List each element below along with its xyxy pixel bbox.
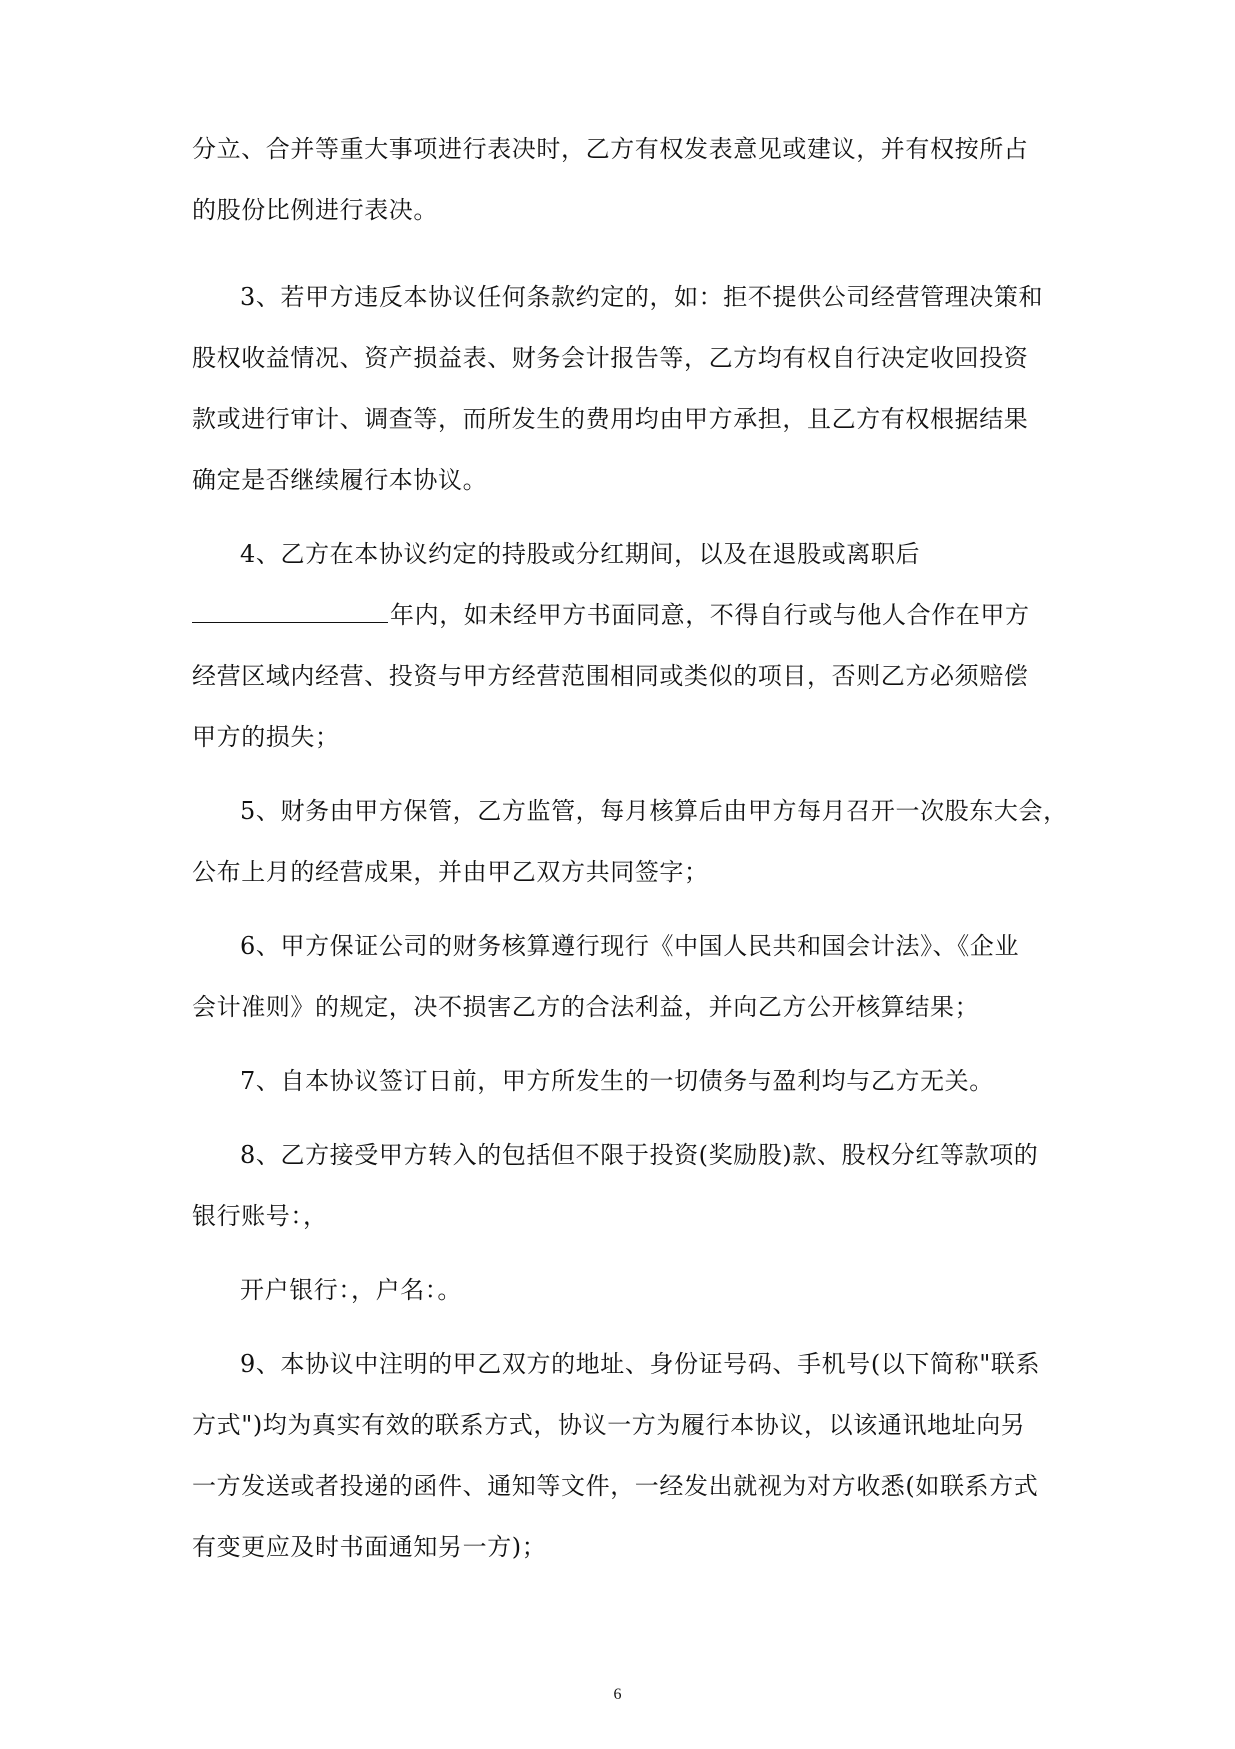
clause-7-line: 7、自本协议签订日前，甲方所发生的一切债务与盈利均与乙方无关。 (240, 1067, 994, 1095)
text-line: 一方发送或者投递的函件、通知等文件，一经发出就视为对方收悉(如联系方式 (192, 1472, 1039, 1500)
text-line: 有变更应及时书面通知另一方)； (192, 1533, 547, 1561)
clause-5-line: 5、财务由甲方保管，乙方监管，每月核算后由甲方每月召开一次股东大会， (240, 797, 1068, 825)
text-line: 分立、合并等重大事项进行表决时，乙方有权发表意见或建议，并有权按所占 (192, 135, 1029, 163)
fill-in-blank (192, 600, 388, 623)
text-line: 甲方的损失； (192, 723, 340, 751)
clause-4-line: 4、乙方在本协议约定的持股或分红期间，以及在退股或离职后 (240, 540, 921, 568)
text-line: 的股份比例进行表决。 (192, 196, 438, 224)
page-number: 6 (613, 1686, 622, 1703)
text-line: 确定是否继续履行本协议。 (192, 466, 488, 494)
text-line-with-blank (192, 600, 1030, 630)
clause-8-line: 8、乙方接受甲方转入的包括但不限于投资(奖励股)款、股权分红等款项的 (240, 1141, 1039, 1169)
text-line: 款或进行审计、调查等，而所发生的费用均由甲方承担，且乙方有权根据结果 (192, 405, 1029, 433)
text-line: 股权收益情况、资产损益表、财务会计报告等，乙方均有权自行决定收回投资 (192, 344, 1029, 372)
text-after-blank: 年内，如未经甲方书面同意，不得自行或与他人合作在甲方 (390, 601, 1030, 629)
text-line: 公布上月的经营成果，并由甲乙双方共同签字； (192, 858, 709, 886)
text-line: 会计准则》的规定，决不损害乙方的合法利益，并向乙方公开核算结果； (192, 993, 980, 1021)
clause-3-line: 3、若甲方违反本协议任何条款约定的，如：拒不提供公司经营管理决策和 (240, 283, 1044, 311)
clause-9-line: 9、本协议中注明的甲乙双方的地址、身份证号码、手机号(以下简称"联系 (240, 1350, 1041, 1378)
text-line: 银行账号：， (192, 1202, 328, 1230)
text-line: 经营区域内经营、投资与甲方经营范围相同或类似的项目，否则乙方必须赔偿 (192, 662, 1029, 690)
clause-6-line: 6、甲方保证公司的财务核算遵行现行《中国人民共和国会计法》、《企业 (240, 932, 1020, 960)
text-line: 方式")均为真实有效的联系方式，协议一方为履行本协议，以该通讯地址向另 (192, 1411, 1026, 1439)
text-line: 开户银行：，户名：。 (240, 1276, 462, 1304)
